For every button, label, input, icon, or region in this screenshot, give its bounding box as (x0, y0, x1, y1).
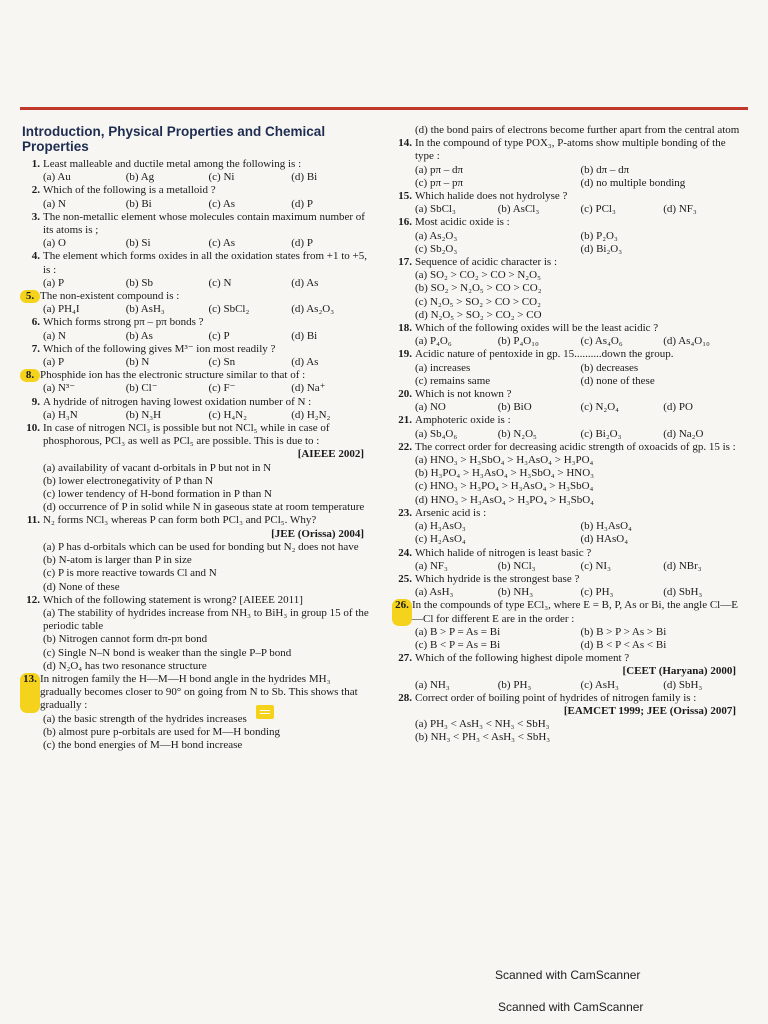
answer-option: (c) Single N–N bond is weaker than the single P–P bond (43, 646, 292, 659)
options-group (20, 237, 370, 250)
options-group (20, 713, 370, 753)
question-text: Which forms strong pπ – pπ bonds ? (43, 316, 204, 329)
answer-option: (d) As (291, 276, 319, 289)
answer-option: (c) pπ – pπ (415, 176, 464, 189)
question-text: The correct order for decreasing acidic strength of oxoacids of gp. 15 is : (415, 440, 736, 453)
answer-option: (a) P has d-orbitals which can be used for bonding but N₂ does not have (43, 540, 359, 553)
answer-option: (b) decreases (580, 361, 639, 374)
answer-option: (a) HNO₃ > H₃SbO₄ > H₃AsO₄ > H₃PO₄ (415, 454, 594, 467)
question-number: 13. (20, 673, 40, 713)
question-text: The non-metallic element whose molecules contain maximum number of its atoms is ; (43, 210, 365, 237)
answer-option: (b) PH₃ (497, 678, 532, 691)
question-item (392, 652, 742, 692)
options-group (392, 718, 742, 744)
answer-option: (c) As (208, 237, 236, 250)
question-item (20, 594, 370, 673)
left-column (20, 124, 370, 752)
question-text: Which of the following gives M³⁻ ion most readily ? (43, 342, 276, 355)
question-item (20, 396, 370, 422)
answer-option: (a) P (43, 276, 65, 289)
answer-option: (c) H₄N₂ (208, 408, 248, 421)
options-group (392, 401, 742, 414)
question-item (392, 441, 742, 507)
question-text: Which of the following oxides will be the least acidic ? (415, 322, 659, 335)
question-number: 2. (31, 184, 40, 197)
answer-option: (d) SbH₃ (663, 678, 703, 691)
question-item (20, 158, 370, 184)
answer-option: (a) Au (43, 171, 71, 184)
answer-option: (b) BiO (497, 401, 532, 414)
options-group (20, 607, 370, 673)
answer-option: (a) P₄O₆ (415, 335, 452, 348)
question-text: A hydride of nitrogen having lowest oxidation number of N : (43, 395, 312, 408)
question-number: 22. (398, 440, 412, 453)
question-text: Acidic nature of pentoxide in gp. 15..........down the group. (415, 348, 674, 361)
answer-option: (c) Sn (208, 356, 236, 369)
answer-option: (d) PO (663, 401, 693, 414)
question-number: 15. (398, 190, 412, 203)
answer-option: (a) N (43, 197, 66, 210)
answer-option: (d) As₂O₃ (291, 303, 335, 316)
options-group (20, 541, 370, 594)
question-item (20, 250, 370, 290)
answer-option: (b) N (125, 356, 150, 369)
answer-option: (a) SO₂ > CO₂ > CO > N₂O₅ (415, 269, 541, 282)
question-number: 25. (398, 572, 412, 585)
answer-option: (b) H₃AsO₄ (580, 520, 632, 533)
answer-option: (b) lower electronegativity of P than N (43, 474, 214, 487)
options-group (20, 303, 370, 316)
question-item (392, 599, 742, 652)
question-number: 20. (398, 388, 412, 401)
question-item (20, 316, 370, 342)
answer-option: (a) H₃N (43, 408, 78, 421)
answer-option: (d) none of these (580, 374, 655, 387)
question-number: 19. (398, 348, 412, 361)
question-text: N₂ forms NCl₃ whereas P can form both PCl₃ and PCl₅. Why? (43, 514, 317, 527)
answer-option: (a) N³⁻ (43, 382, 76, 395)
section-heading: Introduction, Physical Properties and Chemical Properties (22, 124, 326, 154)
question-number: 21. (398, 414, 412, 427)
question-text: Sequence of acidic character is : (415, 256, 558, 269)
left-question-list (20, 158, 370, 752)
answer-option: (d) occurrence of P in solid while N in gaseous state at room temperature (43, 501, 365, 514)
question-item (20, 211, 370, 251)
question-text: In the compounds of type ECl₃, where E = B, P, As or Bi, the angle Cl—E—Cl for different E are in the order : (412, 599, 738, 625)
question-number: 23. (398, 506, 412, 519)
answer-option: (a) SbCl₃ (415, 203, 456, 216)
answer-option: (c) PH₃ (580, 586, 614, 599)
answer-option: (c) N₂O₅ > SO₂ > CO > CO₂ (415, 295, 541, 308)
answer-option: (c) H₂AsO₄ (415, 533, 466, 546)
question-text: The non-existent compound is : (40, 290, 180, 303)
question-number: 17. (398, 256, 412, 269)
answer-option: (c) B < P = As = Bi (415, 638, 501, 651)
answer-option: (d) NBr₃ (663, 559, 702, 572)
answer-option: (a) NF₃ (415, 559, 448, 572)
answer-option: (d) None of these (43, 580, 120, 593)
answer-option: (d) P (291, 197, 313, 210)
options-group (20, 277, 370, 290)
question-number: 10. (26, 422, 40, 435)
question-number: 26. (392, 599, 412, 625)
question-text: In case of nitrogen NCl₃ is possible but not NCl₅ while in case of phosphorous, PCl₃ as well as PCl₅ are possible. This is due to : (43, 422, 330, 448)
options-group (392, 269, 742, 322)
answer-option: (b) Sb (125, 276, 153, 289)
options-group (392, 362, 742, 388)
answer-option: (c) F⁻ (208, 382, 236, 395)
answer-option: (c) the bond energies of M—H bond increase (43, 738, 243, 751)
question-text: Which is not known ? (415, 388, 512, 401)
answer-option: (a) availability of vacant d-orbitals in P but not in N (43, 461, 272, 474)
answer-option: (c) HNO₃ > H₃PO₄ > H₃AsO₄ > H₃SbO₄ (415, 480, 594, 493)
answer-option: (c) P is more reactive towards Cl and N (43, 567, 217, 580)
question-number: 4. (31, 250, 40, 263)
options-group (392, 679, 742, 692)
answer-option: (c) NI₃ (580, 559, 611, 572)
answer-option: (b) H₃PO₄ > H₃AsO₄ > H₃SbO₄ > HNO₃ (415, 467, 594, 480)
answer-option: (b) As (125, 329, 153, 342)
question-number: 6. (31, 316, 40, 329)
question-text: Which halide does not hydrolyse ? (415, 190, 568, 203)
options-group (20, 330, 370, 343)
question-item (392, 256, 742, 322)
exam-source: [JEE (Orissa) 2004] (271, 527, 364, 540)
question-text: Correct order of boiling point of hydrides of nitrogen family is : (415, 691, 697, 704)
question-number: 12. (26, 593, 40, 606)
answer-option: (c) Ni (208, 171, 235, 184)
answer-option: (d) the bond pairs of electrons become further apart from the central atom (415, 124, 740, 136)
answer-option: (c) Bi₂O₃ (580, 427, 622, 440)
answer-option: (a) Sb₄O₆ (415, 427, 458, 440)
answer-option: (b) P₂O₃ (580, 229, 618, 242)
camscanner-watermark-2: Scanned with CamScanner (498, 1000, 644, 1014)
question-number: 3. (31, 210, 40, 223)
question-text: Least malleable and ductile metal among the following is : (43, 158, 302, 170)
question-item (392, 692, 742, 745)
answer-option: (d) HAsO₄ (580, 533, 629, 546)
question-item (392, 348, 742, 388)
exam-source: [CEET (Haryana) 2000] (622, 665, 736, 678)
question-text: Which hydride is the strongest base ? (415, 572, 580, 585)
answer-option: (c) AsH₃ (580, 678, 619, 691)
question-text: Arsenic acid is : (415, 506, 487, 519)
answer-option: (a) the basic strength of the hydrides increases (43, 712, 247, 725)
options-group (20, 462, 370, 515)
answer-option: (c) PCl₃ (580, 203, 616, 216)
options-group (392, 164, 742, 190)
answer-option: (d) Na₂O (663, 427, 704, 440)
answer-option: (b) Bi (125, 197, 152, 210)
question-item (20, 422, 370, 514)
question-number: 7. (31, 342, 40, 355)
question-item (392, 507, 742, 547)
question-text: In the compound of type POX₃, P-atoms show multiple bonding of the type : (415, 137, 726, 163)
question-text: Phosphide ion has the electronic structure similar to that of : (40, 369, 306, 382)
comment-icon[interactable] (256, 705, 274, 719)
answer-option: (a) PH₄I (43, 303, 80, 316)
options-group (392, 626, 742, 652)
answer-option: (d) Bi₂O₃ (580, 242, 623, 255)
question-number: 9. (31, 395, 40, 408)
question-item (20, 184, 370, 210)
question-text: Which of the following highest dipole moment ? (415, 652, 630, 665)
question-text: In nitrogen family the H—M—H bond angle in the hydrides MH₃ gradually becomes closer to 90° on going from N to Sb. This shows that gradually : (40, 672, 358, 712)
options-group (392, 454, 742, 507)
answer-option: (b) B > P > As > Bi (580, 625, 667, 638)
answer-option: (b) P₄O₁₀ (497, 335, 539, 348)
question-text: Which halide of nitrogen is least basic ? (415, 546, 592, 559)
answer-option: (d) Bi (291, 329, 318, 342)
answer-option: (c) lower tendency of H-bond formation in P than N (43, 488, 273, 501)
exam-source: [EAMCET 1999; JEE (Orissa) 2007] (563, 704, 736, 717)
answer-option: (d) P (291, 237, 313, 250)
answer-option: (c) remains same (415, 374, 491, 387)
question-item (392, 137, 742, 190)
answer-option: (d) SbH₃ (663, 586, 703, 599)
answer-option: (b) almost pure p-orbitals are used for M—H bonding (43, 725, 281, 738)
answer-option: (b) Cl⁻ (125, 382, 158, 395)
answer-option: (b) N₃H (125, 408, 162, 421)
answer-option: (a) H₃AsO₃ (415, 520, 466, 533)
answer-option: (a) AsH₃ (415, 586, 454, 599)
options-group (392, 586, 742, 599)
answer-option: (a) B > P = As = Bi (415, 625, 501, 638)
answer-option: (b) dπ – dπ (580, 163, 630, 176)
answer-option: (b) AsCl₃ (497, 203, 540, 216)
answer-option: (c) As (208, 197, 236, 210)
answer-option: (b) Si (125, 237, 151, 250)
answer-option: (c) SbCl₂ (208, 303, 250, 316)
options-group (20, 356, 370, 369)
exam-source: [AIEEE 2002] (297, 448, 364, 461)
question-item (392, 388, 742, 414)
question-item (392, 547, 742, 573)
answer-option: (a) increases (415, 361, 471, 374)
answer-option: (d) HNO₃ > H₃AsO₄ > H₃PO₄ > H₃SbO₄ (415, 493, 594, 506)
question-item (392, 190, 742, 216)
answer-option: (b) NCl₃ (497, 559, 536, 572)
answer-option: (d) Bi (291, 171, 318, 184)
answer-option: (b) AsH₃ (125, 303, 165, 316)
question-item (20, 514, 370, 593)
question-item (20, 343, 370, 369)
answer-option: (d) N₂O₅ > SO₂ > CO₂ > CO (415, 308, 542, 321)
question-text: Most acidic oxide is : (415, 216, 510, 229)
answer-option: (b) SO₂ > N₂O₅ > CO > CO₂ (415, 282, 542, 295)
answer-option: (c) N₂O₄ (580, 401, 620, 414)
options-group (392, 560, 742, 573)
options-group (392, 203, 742, 216)
question-item (20, 369, 370, 395)
right-question-list (392, 124, 742, 745)
options-group (392, 124, 742, 137)
question-number: 5. (20, 290, 40, 303)
question-text: Amphoteric oxide is : (415, 414, 511, 427)
question-text: Which of the following statement is wrong? [AIEEE 2011] (43, 593, 303, 606)
answer-option: (c) P (208, 329, 230, 342)
options-group (20, 198, 370, 211)
question-item (392, 573, 742, 599)
question-item (392, 322, 742, 348)
question-number: 27. (398, 652, 412, 665)
camscanner-watermark: Scanned with CamScanner (495, 968, 641, 982)
question-text: Which of the following is a metalloid ? (43, 184, 216, 197)
answer-option: (a) NH₃ (415, 678, 450, 691)
options-group (20, 382, 370, 395)
options-group (20, 171, 370, 184)
answer-option: (d) As (291, 356, 319, 369)
answer-option: (a) N (43, 329, 66, 342)
question-number: 18. (398, 322, 412, 335)
question-item (392, 414, 742, 440)
answer-option: (a) O (43, 237, 66, 250)
answer-option: (b) NH₃ < PH₃ < AsH₃ < SbH₃ (415, 731, 551, 744)
options-group (392, 335, 742, 348)
question-number: 16. (398, 216, 412, 229)
answer-option: (d) no multiple bonding (580, 176, 686, 189)
answer-option: (d) N₂O₄ has two resonance structure (43, 659, 207, 672)
question-item (20, 673, 370, 752)
answer-option: (a) The stability of hydrides increase from NH₃ to BiH₃ in group 15 of the periodic table (43, 606, 369, 633)
answer-option: (a) PH₃ < AsH₃ < NH₃ < SbH₃ (415, 718, 550, 731)
answer-option: (b) N₂O₅ (497, 427, 537, 440)
answer-option: (b) Ag (125, 171, 155, 184)
answer-option: (c) Sb₂O₃ (415, 242, 458, 255)
answer-option: (b) Nitrogen cannot form dπ-pπ bond (43, 633, 208, 646)
question-item (392, 124, 742, 137)
right-column (392, 124, 742, 745)
question-item (20, 290, 370, 316)
answer-option: (a) NO (415, 401, 446, 414)
question-text: The element which forms oxides in all the oxidation states from +1 to +5, is : (43, 250, 368, 276)
options-group (20, 409, 370, 422)
question-number: 14. (398, 137, 412, 150)
answer-option: (d) NF₃ (663, 203, 697, 216)
question-item (392, 216, 742, 256)
question-number: 24. (398, 546, 412, 559)
answer-option: (a) pπ – dπ (415, 163, 464, 176)
options-group (392, 230, 742, 256)
answer-option: (c) As₄O₆ (580, 335, 623, 348)
answer-option: (b) N-atom is larger than P in size (43, 554, 192, 567)
question-number: 28. (398, 691, 412, 704)
header-rule (20, 107, 748, 110)
answer-option: (d) H₂N₂ (291, 408, 331, 421)
answer-option: (b) NH₃ (497, 586, 534, 599)
options-group (392, 520, 742, 546)
answer-option: (d) As₄O₁₀ (663, 335, 710, 348)
answer-option: (a) As₂O₃ (415, 229, 458, 242)
question-number: 11. (26, 514, 40, 527)
options-group (392, 428, 742, 441)
question-number: 1. (31, 158, 40, 170)
answer-option: (d) B < P < As < Bi (580, 638, 667, 651)
answer-option: (c) N (208, 276, 232, 289)
question-number: 8. (20, 369, 40, 382)
answer-option: (a) P (43, 356, 65, 369)
answer-option: (d) Na⁺ (291, 382, 326, 395)
